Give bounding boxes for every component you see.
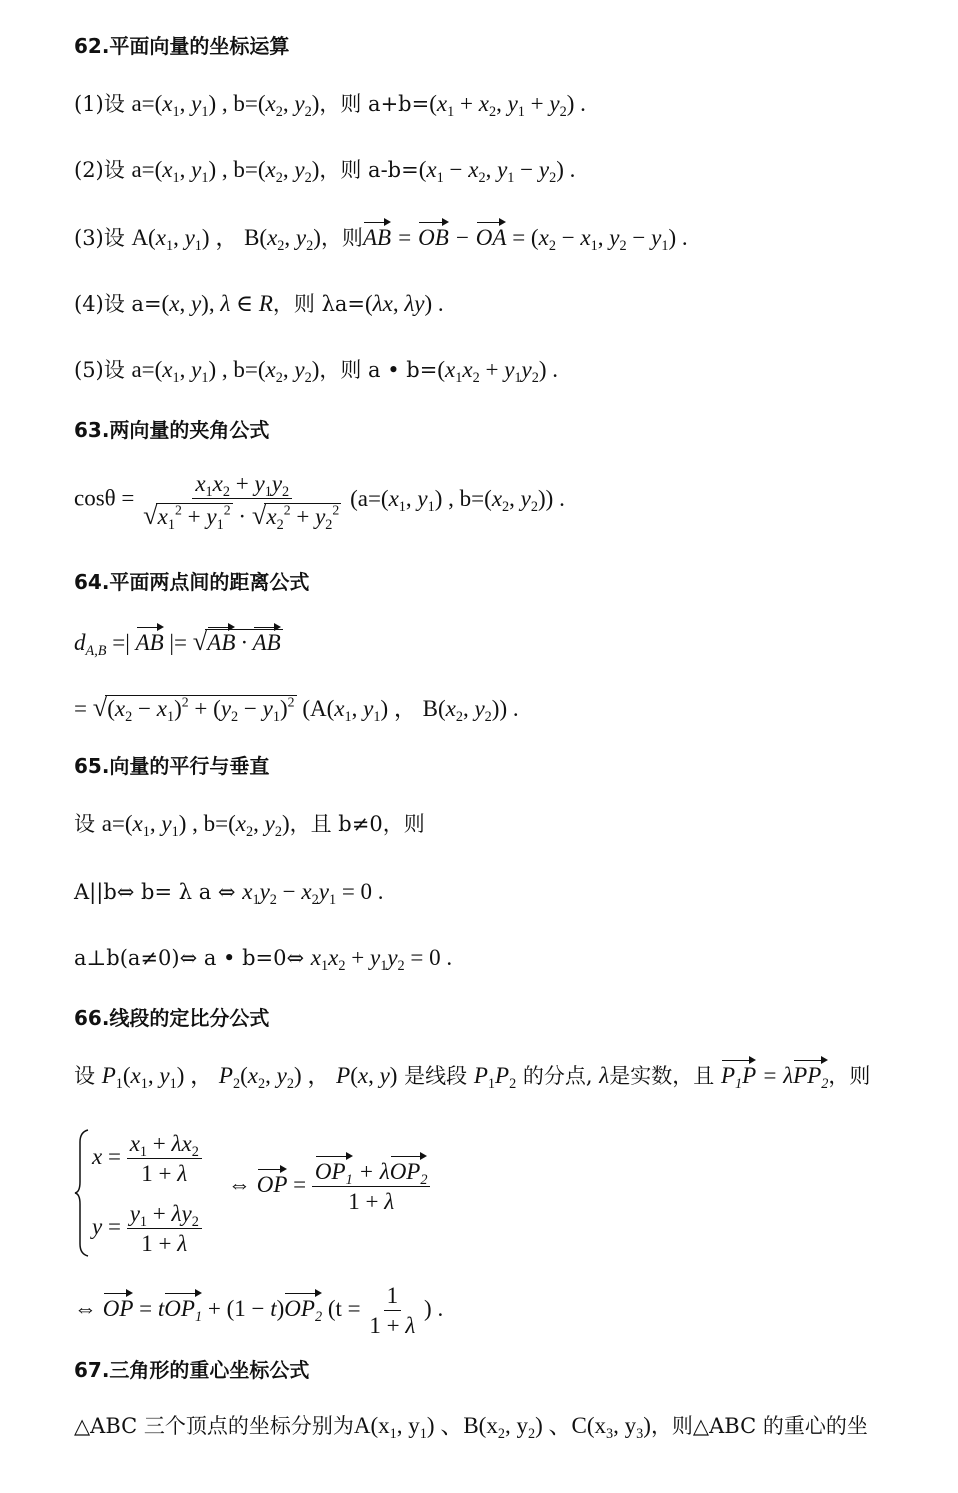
formula-65-parallel: A||b⇔ b= λ a ⇔ $x_1y_2 - x_2y_1 = 0$ .: [74, 879, 384, 908]
formula-67-text: △ABC 三个顶点的坐标分别为$A(x_1$, $y_1$) 、$B(x_2$, $y_2$) 、$C(x_3$, $y_3$)，则△ABC 的重心的坐: [74, 1413, 868, 1442]
formula-63-cos: cosθ = $\frac{x_1x_2 + y_1y_2}{√x_1^2 + y_1^2 \cdot √x_2^2 + y_2^2}$ ($a=(x_1$, $y_1$) , $b=(x_2$, $y_2$)) .: [74, 471, 565, 533]
formula-62-2: (2)设 $a=(x_1$, $y_1$) , $b=(x_2$, $y_2$)，则 $a-b=(x_1 - x_2$, $y_1 - y_2$) .: [74, 157, 576, 186]
formula-64-distance: $d_{A,B}$ =| AB |= √AB · AB: [74, 626, 281, 659]
formula-65-perpendicular: a⊥b(a≠0)⇔ a • b=0⇔ $x_1x_2 + y_1y_2 = 0$ .: [74, 945, 453, 974]
section-65-title: 65.向量的平行与垂直: [74, 754, 270, 778]
formula-62-1: (1)设 $a=(x_1$, $y_1$) , $b=(x_2$, $y_2$)，则 $a+b=(x_1 + x_2$, $y_1 + y_2$) .: [74, 91, 586, 120]
section-66-title: 66.线段的定比分公式: [74, 1006, 270, 1030]
section-62-title: 62.平面向量的坐标运算: [74, 34, 290, 58]
formula-66-op: ⇔ OP = $\frac{OP_1 + \lambda OP_2}{1 + \lambda}$: [228, 1160, 430, 1213]
formula-66-y: y = $\frac{y_1 + \lambda y_2}{1 + \lambda}$: [92, 1202, 202, 1255]
formula-66-x: x = $\frac{x_1 + \lambda x_2}{1 + \lambda}$: [92, 1132, 202, 1185]
formula-66-t: ⇔ OP = $tOP_1 + (1 - t)OP_2$ (t = $\frac{1}{1 + \lambda}$ ) .: [74, 1283, 444, 1338]
section-67-title: 67.三角形的重心坐标公式: [74, 1358, 310, 1382]
section-63-title: 63.两向量的夹角公式: [74, 418, 270, 442]
formula-66-given: 设 $P_1(x_1$, $y_1$) ， $P_2(x_2$, $y_2$) ， P(x, y) 是线段 $P_1P_2$ 的分点, λ是实数，且 $P_1P = \lambda PP_2$，则: [74, 1063, 871, 1092]
brace-icon: [74, 1128, 90, 1258]
formula-64-expanded: = $√(x_2 - x_1)^2 + (y_2 - y_1)^2$ ($A(x_1$, $y_1$) ， $B(x_2$, $y_2$)) .: [74, 692, 519, 725]
section-64-title: 64.平面两点间的距离公式: [74, 570, 310, 594]
formula-62-4: (4)设 a=(x, y), λ ∈ R，则 λa=(λx, λy) .: [74, 291, 444, 316]
formula-62-5: (5)设 $a=(x_1$, $y_1$) , $b=(x_2$, $y_2$)，则 a • $b=(x_1x_2 + y_1y_2)$ .: [74, 357, 559, 386]
formula-65-given: 设 $a=(x_1$, $y_1$) , $b=(x_2$, $y_2$)，且 b≠0，则: [74, 811, 425, 840]
formula-62-3: (3)设 $A(x_1$, $y_1$) ， $B(x_2$, $y_2$)，则AB = OB − OA = ($x_2 - x_1$, $y_2 - y_1$) .: [74, 225, 688, 254]
